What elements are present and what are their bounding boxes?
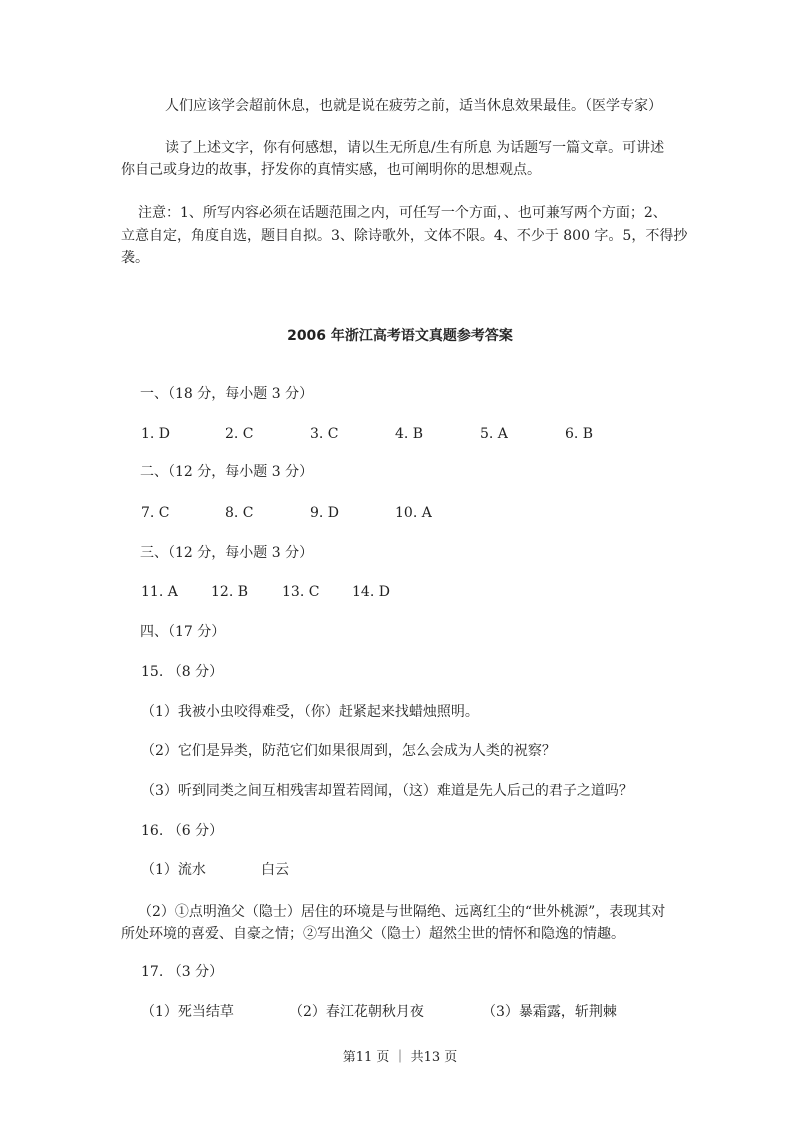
- note-line-2: 立意自定，角度自选，题目自拟。3、除诗歌外，文体不限。4、不少于 800 字。5，不得抄: [121, 228, 688, 244]
- section-4-heading: 四、（17 分）: [140, 624, 226, 640]
- question-17-answer: （1）死当结草: [141, 1004, 234, 1020]
- section-3-heading: 三、（12 分，每小题 3 分）: [140, 545, 314, 561]
- question-15-answer-1: （1）我被小虫咬得难受，（你）赶紧起来找蜡烛照明。: [141, 704, 479, 720]
- answer-item: 13. C: [282, 584, 320, 600]
- answer-item: 14. D: [352, 584, 390, 600]
- answer-item: 5. A: [480, 426, 508, 442]
- note-line-3: 袭。: [121, 250, 149, 266]
- answer-item: 11. A: [141, 584, 178, 600]
- page-footer: 第11 页 ｜ 共13 页: [342, 1050, 458, 1065]
- quote-line: 人们应该学会超前休息，也就是说在疲劳之前，适当休息效果最佳。（医学专家）: [165, 98, 662, 114]
- note-line-1: 注意：1、所写内容必须在话题范围之内，可任写一个方面，、也可兼写两个方面；2、: [138, 205, 667, 221]
- section-2-heading: 二、（12 分，每小题 3 分）: [140, 464, 314, 480]
- answer-item: 6. B: [565, 426, 594, 442]
- question-16-answer-2-line-1: （2）①点明渔父（隐士）居住的环境是与世隔绝、远离红尘的“世外桃源”，表现其对: [138, 904, 666, 920]
- answer-item: 12. B: [211, 584, 249, 600]
- question-16-heading: 16. （6 分）: [141, 823, 224, 839]
- question-15-answer-3: （3）听到同类之间互相残害却置若罔闻，（这）难道是先人后己的君子之道吗？: [141, 783, 633, 799]
- question-16-answer-2-line-2: 所处环境的喜爱、自豪之情；②写出渔父（隐士）超然尘世的情怀和隐逸的情趣。: [121, 926, 625, 942]
- answer-item: 3. C: [310, 426, 339, 442]
- question-17-heading: 17. （3 分）: [141, 964, 224, 980]
- answer-item: 7. C: [141, 505, 170, 521]
- answer-item: 8. C: [225, 505, 254, 521]
- question-15-heading: 15. （8 分）: [141, 664, 224, 680]
- question-16-answer-1a: （1）流水: [141, 862, 206, 878]
- question-17-answer: （2）春江花朝秋月夜: [289, 1004, 424, 1020]
- answer-item: 4. B: [395, 426, 424, 442]
- section-1-heading: 一、（18 分，每小题 3 分）: [140, 386, 314, 402]
- answer-item: 1. D: [141, 426, 171, 442]
- prompt-line-1: 读了上述文字，你有何感想，请以生无所息/生有所息 为话题写一篇文章。可讲述: [165, 140, 665, 156]
- answer-item: 10. A: [395, 505, 432, 521]
- answer-item: 2. C: [225, 426, 254, 442]
- question-15-answer-2: （2）它们是异类，防范它们如果很周到，怎么会成为人类的祝察？: [141, 743, 556, 759]
- answers-title: 2006 年浙江高考语文真题参考答案: [287, 328, 513, 344]
- answer-item: 9. D: [310, 505, 340, 521]
- question-16-answer-1b: 白云: [261, 862, 289, 878]
- question-17-answer: （3）暴霜露，斩荆棘: [482, 1004, 617, 1020]
- prompt-line-2: 你自己或身边的故事，抒发你的真情实感，也可阐明你的思想观点。: [121, 162, 541, 178]
